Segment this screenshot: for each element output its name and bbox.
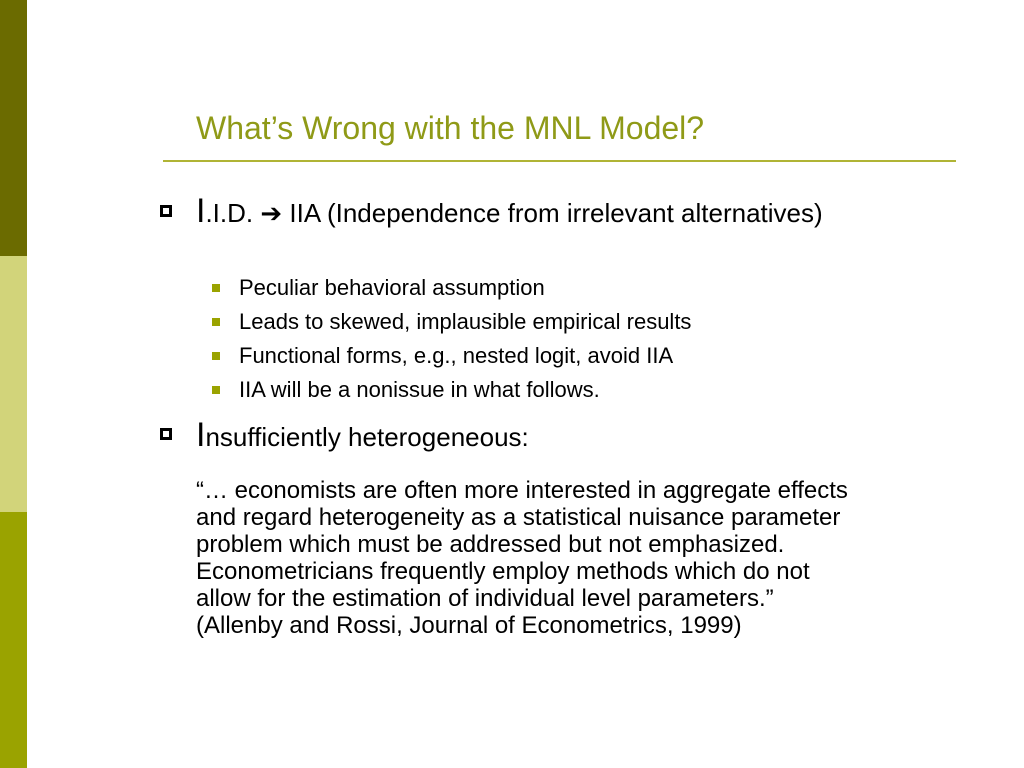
bullet-text-heterogeneous: nsufficiently heterogeneous: [205, 422, 529, 452]
square-bullet-icon [212, 386, 220, 394]
bullet-heterogeneous [196, 416, 896, 454]
quote-text: “… economists are often more interested in aggregate effects and regard heterogeneity as a statistical nuisance parameter problem which must be addressed but not emphasized. Econometricians frequently employ methods which do not allow for the estimation of individual level parameters.” (Allenby and Rossi, Journal of Econometrics, 1999) [196, 477, 848, 639]
square-bullet-icon [212, 318, 220, 326]
bullet-iid-iia [196, 192, 896, 230]
title-underline [163, 160, 956, 162]
square-bullet-icon [212, 352, 220, 360]
bullet-text-iia: IIA (Independence from irrelevant alternatives) [282, 198, 823, 228]
bullet-cap-letter: I [196, 192, 206, 230]
subpoint: Leads to skewed, implausible empirical results [239, 309, 692, 334]
sidebar-stripe-middle [0, 256, 27, 512]
hollow-square-bullet-icon [160, 205, 172, 217]
subpoint: Peculiar behavioral assumption [239, 275, 545, 300]
right-arrow-icon: ➔ [260, 198, 283, 228]
bullet-cap-letter: I [196, 416, 206, 454]
square-bullet-icon [212, 284, 220, 292]
subpoint: Functional forms, e.g., nested logit, avoid IIA [239, 343, 674, 368]
sidebar-stripe-top [0, 0, 27, 256]
slide-title: What’s Wrong with the MNL Model? [196, 110, 705, 146]
subpoint: IIA will be a nonissue in what follows. [239, 377, 600, 402]
sidebar-stripe-bottom [0, 512, 27, 768]
bullet-text-iid: .I.D. [205, 198, 261, 228]
hollow-square-bullet-icon [160, 428, 172, 440]
